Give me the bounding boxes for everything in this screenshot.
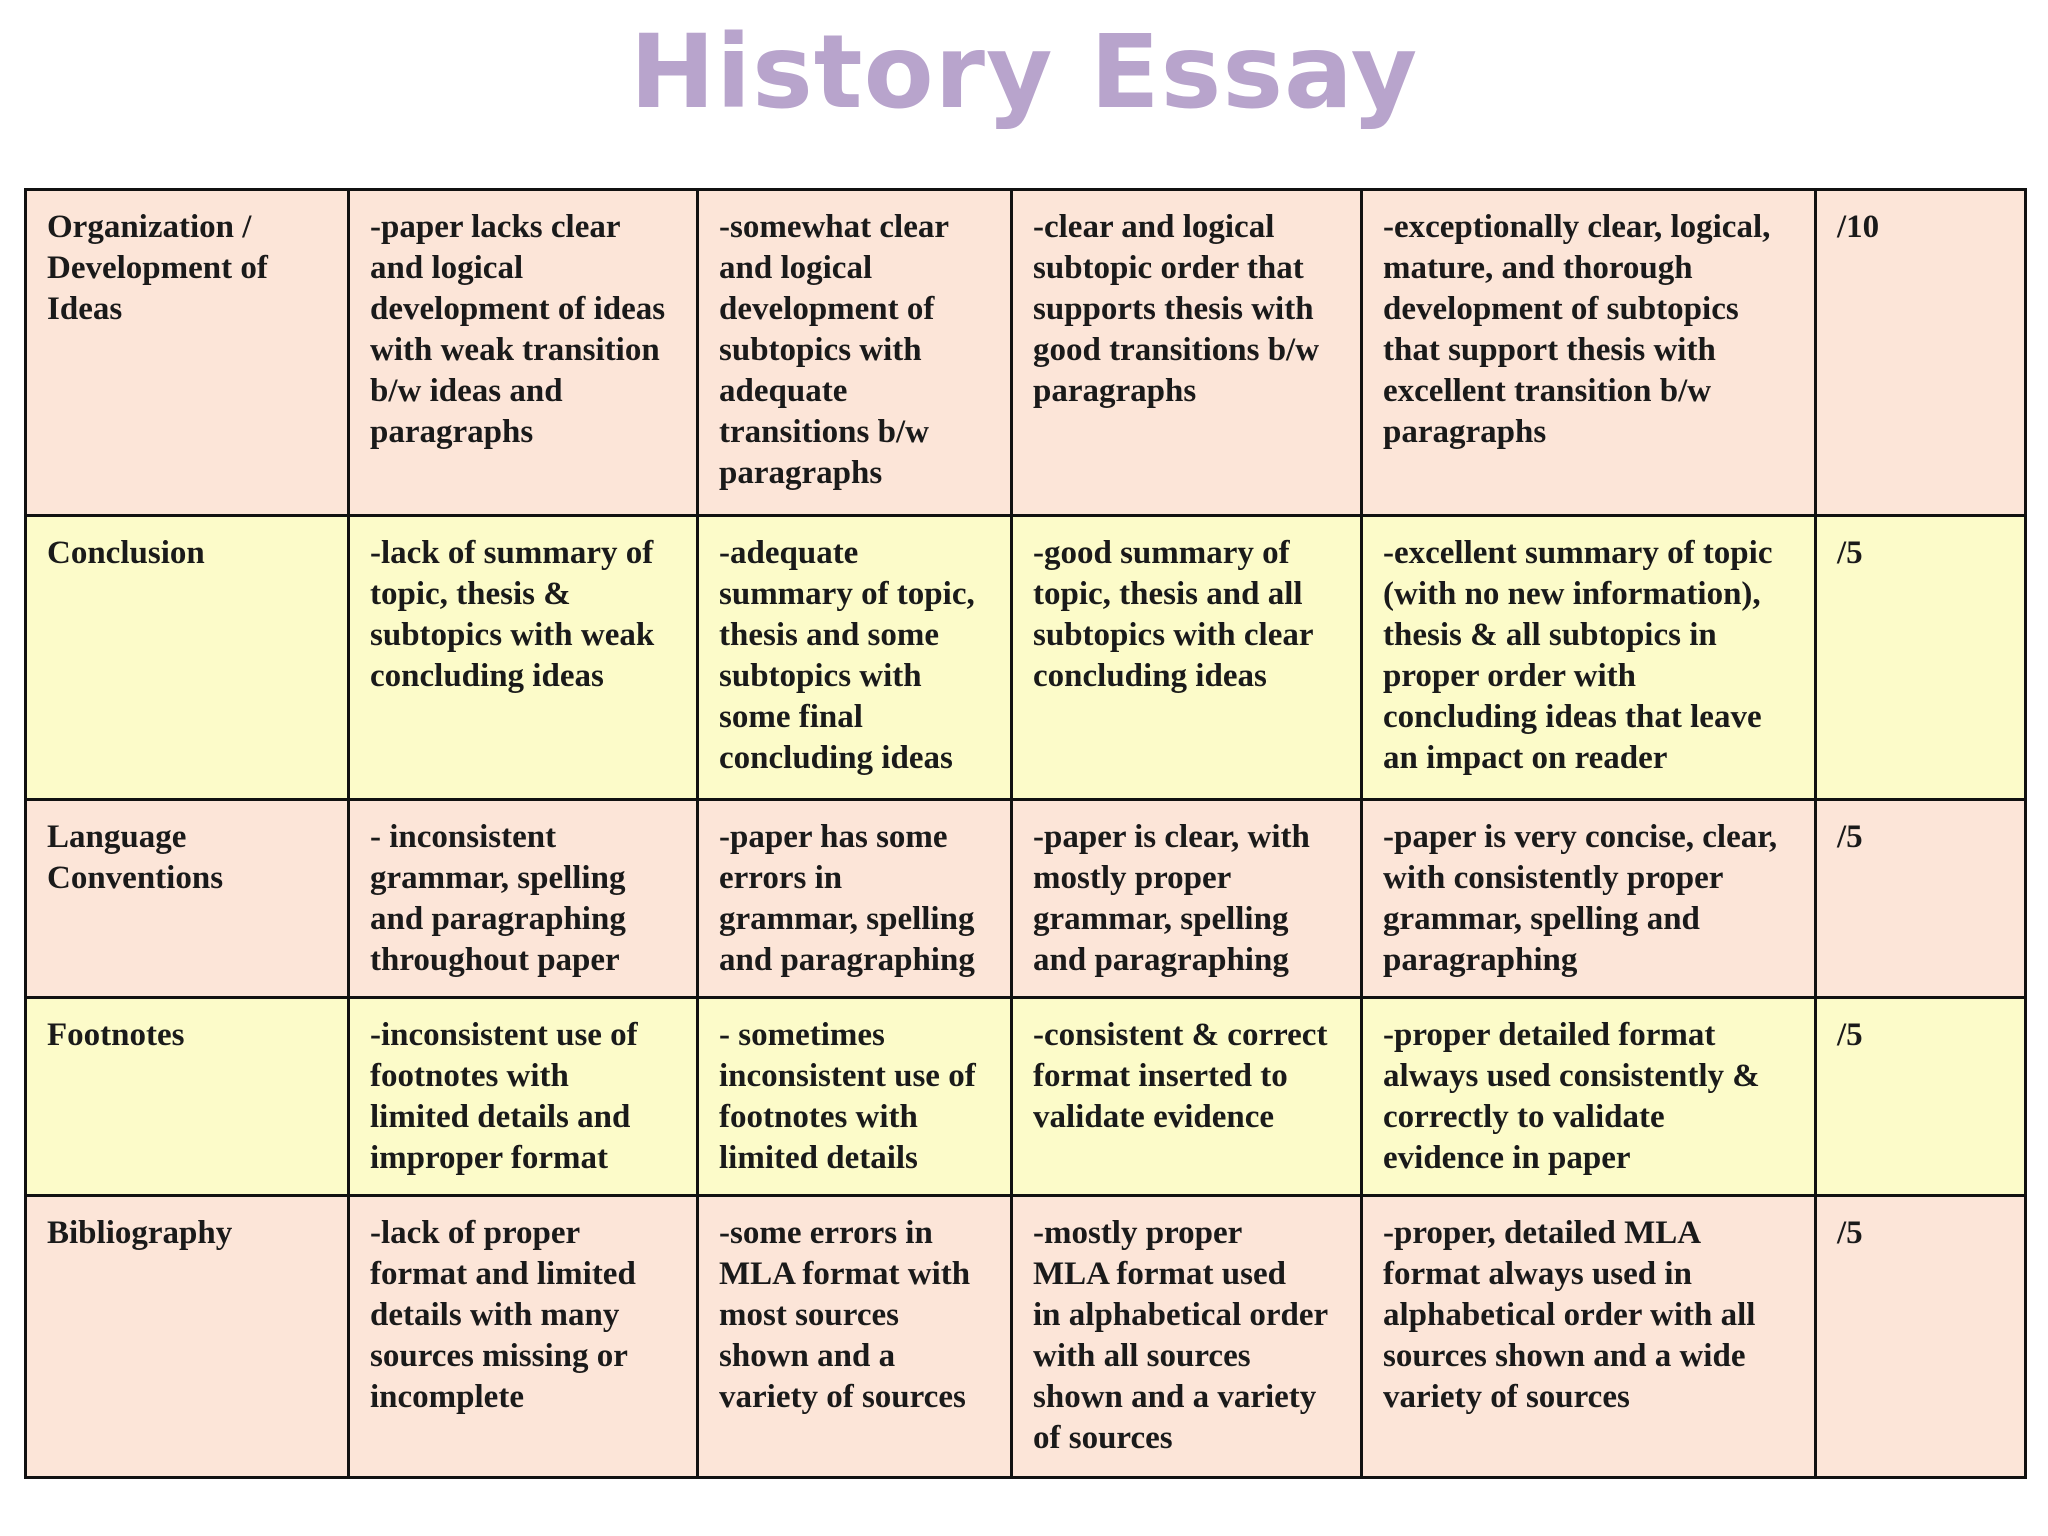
table-row	[26, 1196, 2026, 1478]
criterion-cell: Footnotes	[26, 998, 349, 1196]
level-4-cell: -excellent summary of topic (with no new information), thesis & all subtopics in proper order with concluding ideas that leave an impact on reader	[1362, 516, 1816, 800]
criterion-cell: Language Conventions	[26, 800, 349, 998]
level-3-cell: -mostly proper MLA format used in alphabetical order with all sources shown and a variety of sources	[1012, 1196, 1362, 1478]
level-4-cell: -exceptionally clear, logical, mature, and thorough development of subtopics that support thesis with excellent transition b/w paragraphs	[1362, 190, 1816, 516]
page-title: History Essay	[629, 13, 1419, 132]
table-row	[26, 516, 2026, 800]
table-row	[26, 998, 2026, 1196]
score-cell: /5	[1816, 1196, 2026, 1478]
level-3-cell: -clear and logical subtopic order that supports thesis with good transitions b/w paragraphs	[1012, 190, 1362, 516]
level-4-cell: -proper, detailed MLA format always used in alphabetical order with all sources shown and a wide variety of sources	[1362, 1196, 1816, 1478]
score-cell: /10	[1816, 190, 2026, 516]
level-1-cell: -inconsistent use of footnotes with limited details and improper format	[349, 998, 698, 1196]
score-cell: /5	[1816, 800, 2026, 998]
table-row	[26, 800, 2026, 998]
level-1-cell: -lack of proper format and limited details with many sources missing or incomplete	[349, 1196, 698, 1478]
score-cell: /5	[1816, 516, 2026, 800]
level-4-cell: -paper is very concise, clear, with consistently proper grammar, spelling and paragraphing	[1362, 800, 1816, 998]
level-2-cell: - sometimes inconsistent use of footnotes with limited details	[698, 998, 1012, 1196]
criterion-cell: Conclusion	[26, 516, 349, 800]
table-row	[26, 190, 2026, 516]
level-3-cell: -consistent & correct format inserted to validate evidence	[1012, 998, 1362, 1196]
score-cell: /5	[1816, 998, 2026, 1196]
criterion-cell: Organization / Development of Ideas	[26, 190, 349, 516]
level-3-cell: -good summary of topic, thesis and all subtopics with clear concluding ideas	[1012, 516, 1362, 800]
level-2-cell: -some errors in MLA format with most sources shown and a variety of sources	[698, 1196, 1012, 1478]
level-1-cell: -lack of summary of topic, thesis & subtopics with weak concluding ideas	[349, 516, 698, 800]
rubric-table	[24, 188, 2027, 1479]
level-1-cell: - inconsistent grammar, spelling and paragraphing throughout paper	[349, 800, 698, 998]
level-2-cell: -adequate summary of topic, thesis and some subtopics with some final concluding ideas	[698, 516, 1012, 800]
level-4-cell: -proper detailed format always used consistently & correctly to validate evidence in paper	[1362, 998, 1816, 1196]
level-3-cell: -paper is clear, with mostly proper grammar, spelling and paragraphing	[1012, 800, 1362, 998]
level-2-cell: -paper has some errors in grammar, spelling and paragraphing	[698, 800, 1012, 998]
level-2-cell: -somewhat clear and logical development of subtopics with adequate transitions b/w paragraphs	[698, 190, 1012, 516]
criterion-cell: Bibliography	[26, 1196, 349, 1478]
level-1-cell: -paper lacks clear and logical development of ideas with weak transition b/w ideas and paragraphs	[349, 190, 698, 516]
